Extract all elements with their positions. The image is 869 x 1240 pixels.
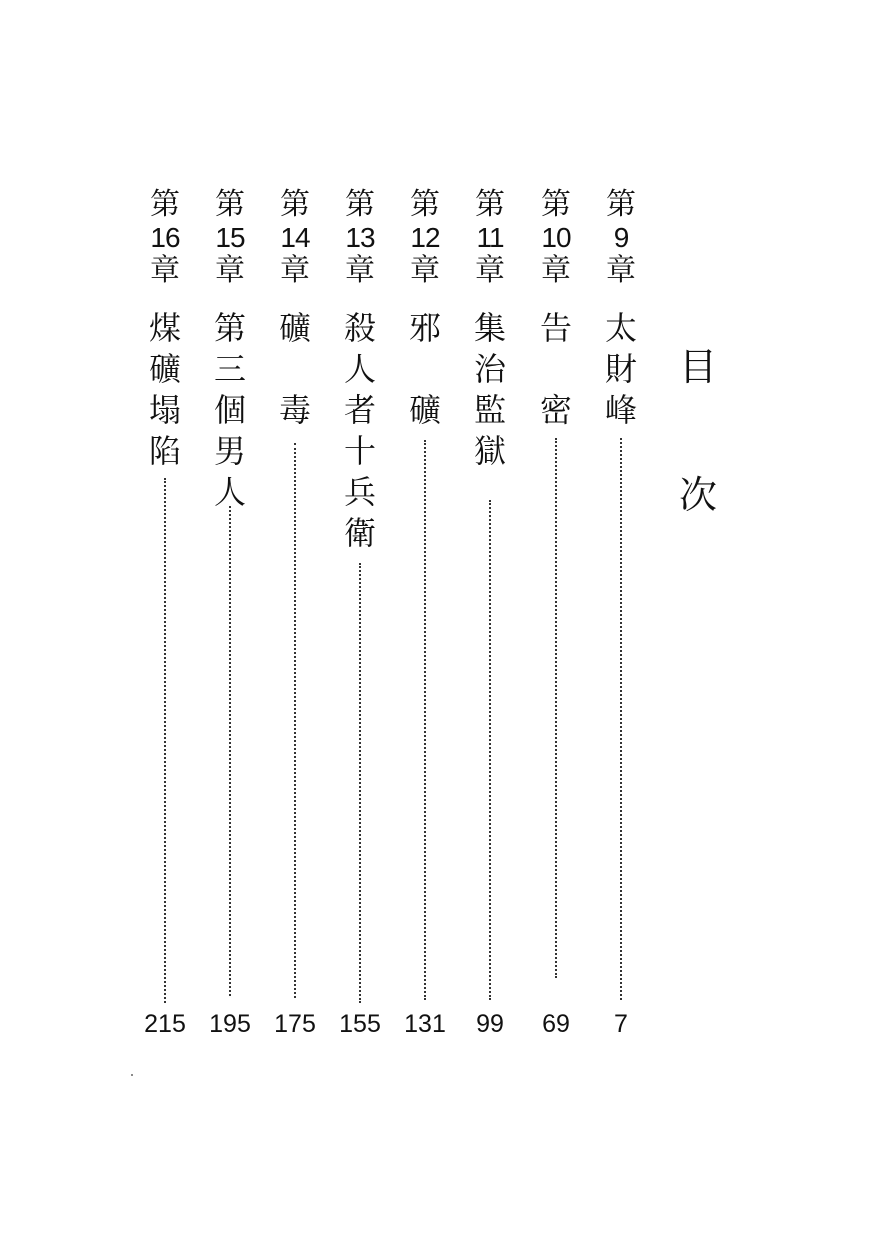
chapter-prefix: 第: [410, 187, 440, 222]
chapter-suffix: 章: [280, 253, 310, 288]
title-char: 者: [343, 391, 376, 429]
page-number: 7: [614, 1010, 628, 1038]
chapter-label: [135, 188, 195, 287]
title-char: [265, 349, 325, 390]
title-char: 監: [473, 391, 506, 429]
dot-leader: [620, 438, 622, 1000]
title-char: 男: [213, 432, 246, 470]
page-number: 175: [274, 1010, 316, 1038]
chapter-title: [460, 308, 520, 472]
chapter-label: [265, 188, 325, 287]
title-char: 三: [213, 350, 246, 388]
title-char: 煤: [148, 309, 181, 347]
toc-entry-chapter-14[interactable]: [265, 188, 325, 1048]
chapter-label: [330, 188, 390, 287]
chapter-title: [200, 308, 260, 513]
title-char: 個: [213, 391, 246, 429]
chapter-title: [591, 308, 651, 431]
chapter-prefix: 第: [280, 187, 310, 222]
title-char: [395, 349, 455, 390]
chapter-number: 14: [280, 222, 310, 253]
scan-speck: [131, 1074, 133, 1076]
title-char: 礦: [278, 309, 311, 347]
chapter-number: 15: [215, 222, 245, 253]
title-char: 太: [604, 309, 637, 347]
chapter-suffix: 章: [475, 253, 505, 288]
title-char: 告: [539, 309, 572, 347]
dot-leader: [489, 500, 491, 1000]
chapter-label: [526, 188, 586, 287]
chapter-prefix: 第: [345, 187, 375, 222]
dot-leader: [229, 506, 231, 996]
title-char: 峰: [604, 391, 637, 429]
title-char: 財: [604, 350, 637, 388]
title-char: 人: [213, 473, 246, 511]
chapter-suffix: 章: [345, 253, 375, 288]
title-char: 密: [539, 391, 572, 429]
title-char: 邪: [408, 309, 441, 347]
chapter-number: 16: [150, 222, 180, 253]
title-char: 獄: [473, 432, 506, 470]
toc-entry-chapter-11[interactable]: [460, 188, 520, 1048]
chapter-prefix: 第: [150, 187, 180, 222]
chapter-number: 11: [476, 222, 504, 253]
chapter-number: 13: [345, 222, 375, 253]
chapter-number: 9: [613, 222, 629, 253]
page-number: 195: [209, 1010, 251, 1038]
dot-leader: [294, 443, 296, 998]
page-number: 69: [542, 1010, 570, 1038]
toc-heading-char-2: 次: [678, 473, 717, 517]
toc-entry-chapter-13[interactable]: [330, 188, 390, 1048]
chapter-number: 12: [410, 222, 440, 253]
toc-entry-chapter-16[interactable]: [135, 188, 195, 1048]
title-char: 衛: [343, 514, 376, 552]
title-char: 十: [343, 432, 376, 470]
chapter-title: [265, 308, 325, 431]
title-char: 治: [473, 350, 506, 388]
chapter-title: [135, 308, 195, 472]
toc-entry-chapter-10[interactable]: [526, 188, 586, 1048]
page-number: 131: [404, 1010, 446, 1038]
toc-entry-chapter-15[interactable]: [200, 188, 260, 1048]
title-char: 塌: [148, 391, 181, 429]
chapter-label: [200, 188, 260, 287]
chapter-suffix: 章: [606, 253, 636, 288]
chapter-prefix: 第: [606, 187, 636, 222]
chapter-suffix: 章: [410, 253, 440, 288]
title-char: 毒: [278, 391, 311, 429]
chapter-suffix: 章: [541, 253, 571, 288]
dot-leader: [164, 478, 166, 1003]
toc-entry-chapter-9[interactable]: [591, 188, 651, 1048]
chapter-label: [460, 188, 520, 287]
chapter-suffix: 章: [150, 253, 180, 288]
chapter-prefix: 第: [541, 187, 571, 222]
page-number: 215: [144, 1010, 186, 1038]
chapter-prefix: 第: [215, 187, 245, 222]
title-char: 集: [473, 309, 506, 347]
page-number: 155: [339, 1010, 381, 1038]
toc-heading-char-1: 目: [678, 345, 717, 389]
chapter-label: [395, 188, 455, 287]
title-char: 人: [343, 350, 376, 388]
chapter-number: 10: [541, 222, 571, 253]
dot-leader: [359, 563, 361, 1003]
title-char: [526, 349, 586, 390]
title-char: 第: [213, 309, 246, 347]
page-number: 99: [476, 1010, 504, 1038]
dot-leader: [424, 440, 426, 1000]
chapter-prefix: 第: [475, 187, 505, 222]
title-char: 陷: [148, 432, 181, 470]
toc-entry-chapter-12[interactable]: [395, 188, 455, 1048]
chapter-label: [591, 188, 651, 287]
title-char: 礦: [408, 391, 441, 429]
title-char: 礦: [148, 350, 181, 388]
title-char: 兵: [343, 473, 376, 511]
dot-leader: [555, 438, 557, 978]
title-char: 殺: [343, 309, 376, 347]
chapter-suffix: 章: [215, 253, 245, 288]
chapter-title: [526, 308, 586, 431]
chapter-title: [330, 308, 390, 554]
chapter-title: [395, 308, 455, 431]
